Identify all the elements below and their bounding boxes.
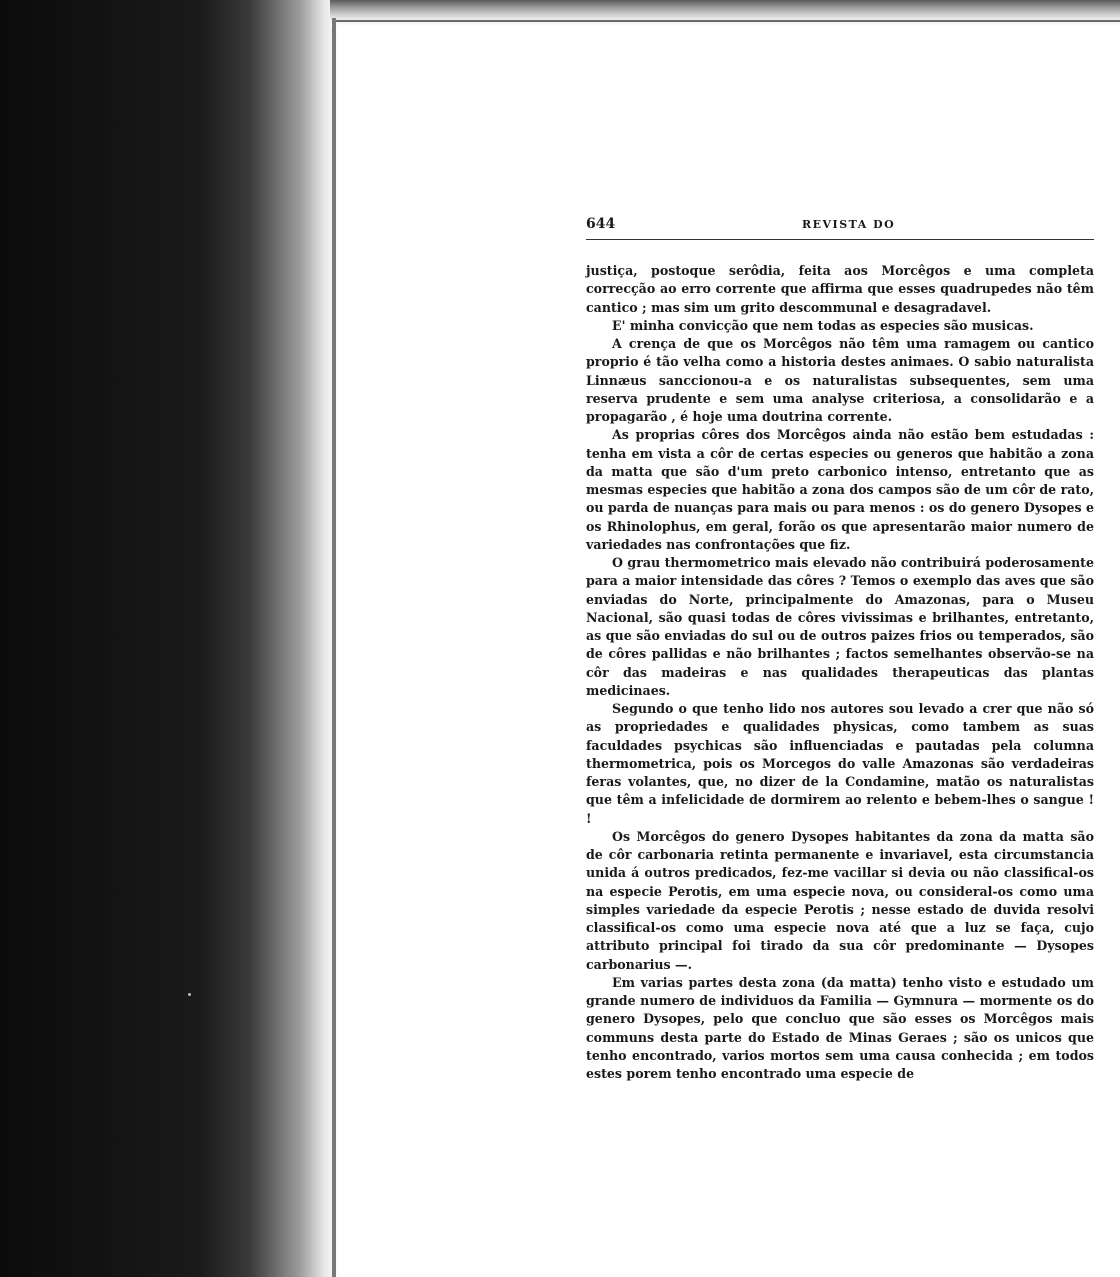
paragraph: Em varias partes desta zona (da matta) tenho visto e estudado um grande numero de individuos da Familia — Gymnura — mormente os do genero Dysopes, pelo que concluo que são esses os Morcêgos mais communs desta parte do Estado de Minas Geraes ; são os unicos que tenho encontrado, varios mortos sem uma causa conhecida ; em todos estes porem tenho encontrado uma especie de <box>586 974 1094 1081</box>
body-text <box>586 262 1094 1083</box>
page-number: 644 <box>586 216 616 232</box>
paragraph: justiça, postoque serôdia, feita aos Morcêgos e uma completa correcção ao erro corrente que affirma que esses quadrupedes não têm cantico ; mas sim um grito descommunal e desagradavel. <box>586 263 1094 315</box>
page-edge <box>332 18 336 1277</box>
page-top-line <box>336 20 1120 22</box>
binding-shadow <box>0 0 340 1277</box>
paragraph: As proprias côres dos Morcêgos ainda não estão bem estudadas : tenha em vista a côr de certas especies ou generos que habitão a zona da matta que são d'um preto carbonico intenso, entretanto que as mesmas especies que habitão a zona dos campos são de um côr de rato, ou parda de nuanças para mais ou para menos : os do genero Dysopes e os Rhinolophus, em geral, forão os que apresentarão maior numero de variedades nas confrontações que fiz. <box>586 427 1094 552</box>
running-head: REVISTA DO <box>802 218 896 231</box>
paragraph: O grau thermometrico mais elevado não contribuirá poderosamente para a maior intensidade das côres ? Temos o exemplo das aves que são enviadas do Norte, principalmente do Amazonas, para o Museu Nacional, são quasi todas de côres vivissimas e brilhantes, entretanto, as que são enviadas do sul ou de outros paizes frios ou temperados, são de côres pallidas e não brilhantes ; factos semelhantes observão-se na côr das madeiras e nas qualidades therapeuticas das plantas medicinaes. <box>586 555 1094 698</box>
header-rule <box>586 239 1094 240</box>
paragraph: A crença de que os Morcêgos não têm uma ramagem ou cantico proprio é tão velha como a historia destes animaes. O sabio naturalista Linnæus sanccionou-a e os naturalistas subsequentes, sem uma reserva prudente e sem uma analyse criteriosa, a consolidarão e a propagarão , é hoje uma doutrina corrente. <box>586 336 1094 424</box>
paragraph: E' minha convicção que nem todas as especies são musicas. <box>612 317 1034 333</box>
paragraph: Os Morcêgos do genero Dysopes habitantes da zona da matta são de côr carbonaria retinta permanente e invariavel, esta circumstancia unida á outros predicados, fez-me vacillar si devia ou não classifical-os na especie Perotis, em uma especie nova, ou consideral-os como uma simples variedade da especie Perotis ; nesse estado de duvida resolvi classifical-os como uma especie nova até que a luz se faça, cujo attributo principal foi tirado da sua côr predominante — Dysopes carbonarius —. <box>586 828 1094 972</box>
paragraph: Segundo o que tenho lido nos autores sou levado a crer que não só as propriedades e qualidades physicas, como tambem as suas faculdades psychicas são influenciadas e pautadas pela columna thermometrica, pois os Morcegos do valle Amazonas são verdadeiras feras volantes, que, no dizer de la Condamine, matão os naturalistas que têm a infelicidade de dormirem ao relento e bebem-lhes o sangue ! ! <box>586 701 1094 826</box>
page-header <box>586 213 1094 237</box>
scan-speck <box>188 993 191 996</box>
paper-top-edge <box>330 0 1120 26</box>
